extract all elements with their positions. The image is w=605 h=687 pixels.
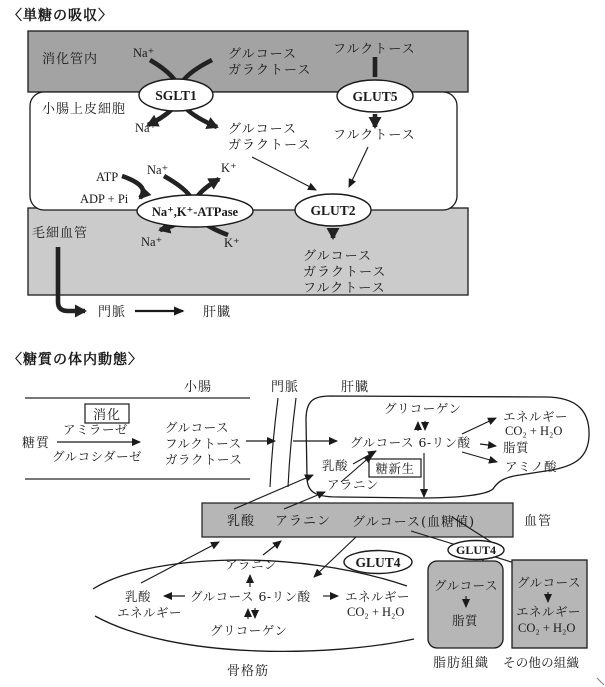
portal-vein-label: 門脈 [98,305,127,320]
liver-lactate-label: 乳酸 [322,458,349,473]
liver-alanine-label: アラニン [327,477,380,492]
g6p-to-amino-arrow [462,452,497,462]
absorption-diagram [8,7,468,320]
muscle-co2-label: CO₂ + H₂O [347,605,405,619]
glucose-lumen-label: グルコース [228,47,297,62]
amylase-label: アミラーゼ [63,422,128,437]
k-pump-bottom-label: K⁺ [224,236,240,250]
liver-co2-label: CO₂ + H₂O [505,424,563,438]
other-co2-label: CO₂ + H₂O [518,621,576,635]
absorption-title: 〈単糖の吸収〉 [8,8,113,24]
muscle-alanine-label: アラニン [225,557,278,572]
muscle-alanine-to-blood-arrow [263,541,281,555]
na-pump-top-label: Na⁺ [147,163,169,177]
skeletal-muscle-label: 骨格筋 [227,664,270,679]
intestine-fructose-label: フルクトース [165,436,242,451]
liver-label: 肝臓 [203,305,232,320]
liver-organ-label: 肝臓 [341,380,370,395]
galactose-cell-label: ガラクトース [228,138,312,153]
portal-vein-organ-label: 門脈 [271,380,300,395]
liver-energy-label: エネルギー [503,409,569,424]
capillary-label: 毛細血管 [32,226,89,241]
atpase-label: Na⁺,K⁺-ATPase [151,205,239,219]
muscle-energy-right-label: エネルギー [345,589,411,604]
glut5-label: GLUT5 [352,89,398,104]
fructose-lumen-label: フルクトース [333,42,416,57]
other-energy-label: エネルギー [516,604,582,619]
na-lumen-label: Na⁺ [133,46,155,60]
epithelium-label: 小腸上皮細胞 [42,102,127,117]
glucosidase-label: グルコシダーゼ [52,449,142,464]
other-glucose-label: グルコース [517,575,582,590]
liver-glycogen-label: グリコーゲン [384,401,462,416]
galactose-blood-label: ガラクトース [303,265,387,280]
fructose-cell-label: フルクトース [333,128,416,143]
capillary-band [28,208,468,295]
na-pump-bottom-label: Na⁺ [141,235,163,249]
g6p-to-lipid-arrow [480,444,496,446]
intestine-glucose-label: グルコース [165,420,230,435]
other-tissues-label: その他の組織 [503,655,580,670]
dynamics-diagram [8,351,604,685]
digestion-label: 消化 [92,408,122,423]
muscle-glycogen-label: グリコーゲン [210,623,288,638]
blood-lactate-label: 乳酸 [227,514,256,529]
liver-amino-label: アミノ酸 [505,459,558,474]
fructose-blood-label: フルクトース [303,281,386,296]
muscle-g6p-label: グルコース 6-リン酸 [190,589,311,604]
carbohydrate-label: 糖質 [22,436,51,451]
galactose-lumen-label: ガラクトース [228,63,312,78]
blood-glucose-label: グルコース(血糖値) [352,515,476,530]
muscle-lactate-to-blood-arrow [141,542,219,583]
liver-g6p-label: グルコース 6-リン酸 [350,435,471,450]
sglt1-label: SGLT1 [155,88,197,103]
na-cell-label: Na⁺ [135,121,157,135]
muscle-lactate-label: 乳酸 [125,589,152,604]
g6p-to-energy-arrow [462,418,496,434]
k-pump-top-label: K⁺ [221,161,237,175]
glut2-label: GLUT2 [310,203,356,218]
liver-lipid-label: 脂質 [503,440,530,455]
dynamics-title: 〈糖質の体内動態〉 [8,352,143,368]
adipose-tissue-label: 脂肪組織 [433,656,490,671]
glucose-blood-label: グルコース [303,249,372,264]
glut4-muscle-label: GLUT4 [355,555,401,570]
intestine-galactose-label: ガラクトース [165,452,243,467]
adipose-lipid-label: 脂質 [452,613,479,628]
glut4-adipose-label: GLUT4 [455,543,497,557]
glucose-cell-label: グルコース [228,122,297,137]
scan-artifact [597,678,604,685]
adipose-glucose-label: グルコース [434,578,499,593]
atp-label: ATP [96,170,119,184]
blood-vessel-label: 血管 [524,514,553,529]
adp-pi-label: ADP + Pi [80,192,129,206]
lumen-label: 消化管内 [42,52,99,67]
portal-line-1 [270,398,278,487]
muscle-energy-left-label: エネルギー [117,605,183,620]
gluconeogenesis-label: 糖新生 [375,461,415,476]
small-intestine-label: 小腸 [184,380,213,395]
blood-alanine-label: アラニン [275,514,332,529]
portal-line-2 [288,398,296,487]
